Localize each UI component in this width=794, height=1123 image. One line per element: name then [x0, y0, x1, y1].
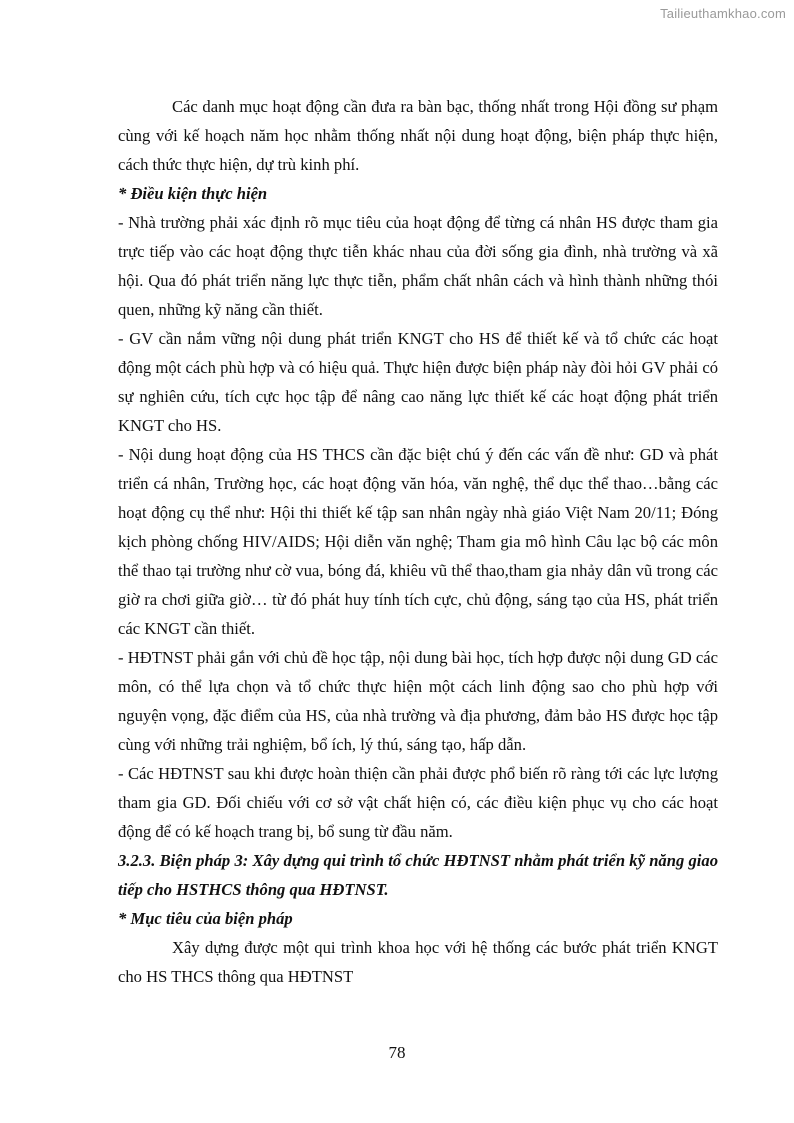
- document-body: [118, 92, 718, 991]
- paragraph-hdtnst-pho-bien: - Các HĐTNST sau khi được hoàn thiện cần phải được phổ biến rõ ràng tới các lực lượng tham gia GD. Đối chiếu với cơ sở vật chất hiện có, các điều kiện phục vụ cho các hoạt động để có kế hoạch trang bị, bổ sung từ đầu năm.: [118, 764, 718, 841]
- watermark: Tailieuthamkhao.com: [660, 6, 786, 21]
- heading-muc-tieu-bien-phap: * Mục tiêu của biện pháp: [118, 909, 293, 928]
- paragraph-muc-tieu-hoat-dong: - Nhà trường phải xác định rõ mục tiêu của hoạt động để từng cá nhân HS được tham gia trực tiếp vào các hoạt động thực tiễn khác nhau của đời sống gia đình, nhà trường và xã hội. Qua đó phát triển năng lực thực tiễn, phẩm chất nhân cách và hình thành những thói quen, những kỹ năng cần thiết.: [118, 213, 718, 319]
- paragraph-hdtnst-chu-de: - HĐTNST phải gắn với chủ đề học tập, nội dung bài học, tích hợp được nội dung GD các môn, có thể lựa chọn và tổ chức thực hiện một cách linh động sao cho phù hợp với nguyện vọng, đặc điểm của HS, của nhà trường và địa phương, đảm bảo HS được học tập cùng với những trải nghiệm, bổ ích, lý thú, sáng tạo, hấp dẫn.: [118, 648, 718, 754]
- paragraph-qui-trinh: Xây dựng được một qui trình khoa học với hệ thống các bước phát triển KNGT cho HS THCS thông qua HĐTNST: [118, 938, 718, 986]
- heading-bien-phap-3: 3.2.3. Biện pháp 3: Xây dựng qui trình tổ chức HĐTNST nhằm phát triển kỹ năng giao tiếp cho HSTHCS thông qua HĐTNST.: [118, 851, 718, 899]
- paragraph-gv-kngt: - GV cần nắm vững nội dung phát triển KNGT cho HS để thiết kế và tổ chức các hoạt động một cách phù hợp và có hiệu quả. Thực hiện được biện pháp này đòi hỏi GV phải có sự nghiên cứu, tích cực học tập để nâng cao năng lực thiết kế các hoạt động phát triển KNGT cho HS.: [118, 329, 718, 435]
- page-number: 78: [388, 1043, 406, 1062]
- paragraph-intro: Các danh mục hoạt động cần đưa ra bàn bạc, thống nhất trong Hội đồng sư phạm cùng với kế hoạch năm học nhằm thống nhất nội dung hoạt động, biện pháp thực hiện, cách thức thực hiện, dự trù kinh phí.: [118, 97, 718, 174]
- heading-dieu-kien-thuc-hien: * Điều kiện thực hiện: [118, 184, 268, 203]
- paragraph-noi-dung-hoat-dong: - Nội dung hoạt động của HS THCS cần đặc biệt chú ý đến các vấn đề như: GD và phát triển cá nhân, Trường học, các hoạt động văn hóa, văn nghệ, thể dục thể thao…bằng các hoạt động cụ thể như: Hội thi thiết kế tập san nhân ngày nhà giáo Việt Nam 20/11; Đóng kịch phòng chống HIV/AIDS; Hội diễn văn nghệ; Tham gia mô hình Câu lạc bộ các môn thể thao tại trường như cờ vua, bóng đá, khiêu vũ thể thao,tham gia nhảy dân vũ trong các giờ ra chơi giữa giờ… từ đó phát huy tính tích cực, chủ động, sáng tạo của HS, phát triển các KNGT cần thiết.: [118, 445, 718, 638]
